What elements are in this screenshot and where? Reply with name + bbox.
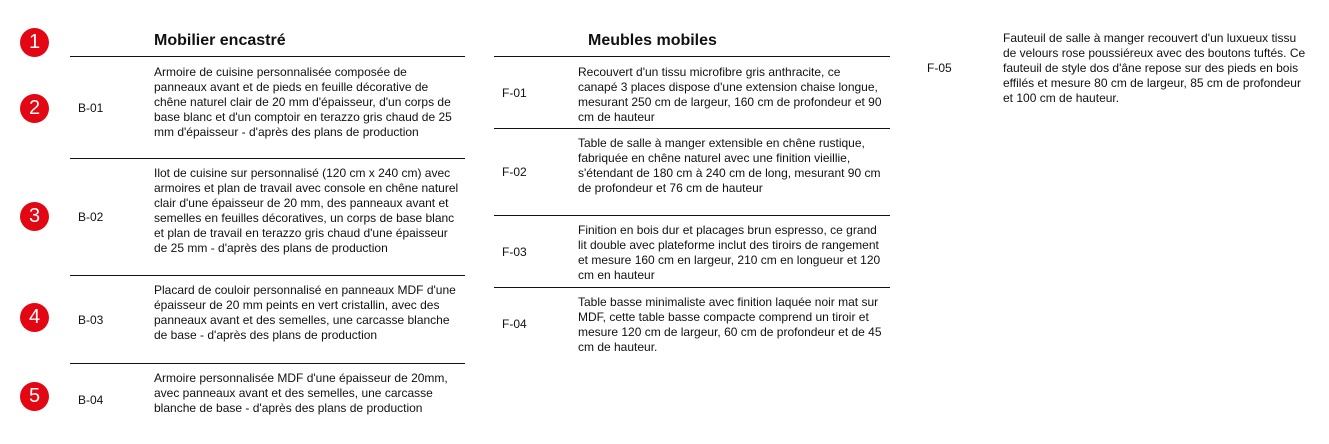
- row-code-b02: B-02: [78, 210, 104, 224]
- step-badge-3: 3: [20, 202, 49, 231]
- row-code-f02: F-02: [502, 165, 527, 179]
- row-desc-f02: Table de salle à manger extensible en chêne rustique, fabriquée en chêne naturel avec une finition vieillie, s'étendant de 180 cm à 240 cm de long, mesurant 90 cm de profondeur et 76 cm de hauteur: [578, 136, 881, 195]
- row-code-b03: B-03: [78, 313, 104, 327]
- row-code-b04: B-04: [78, 393, 104, 407]
- row-desc-b02: Ilot de cuisine sur personnalisé (120 cm x 240 cm) avec armoires et plan de travail avec console en chêne naturel clair d'une épaisseur de 20 mm, des panneaux avant et semelles en feuilles décoratives, un corps de base blanc et plan de travail en terazzo gris chaud d'une épaisseur de 25 mm - d'après des plans de production: [154, 166, 459, 255]
- row-desc-b04: Armoire personnalisée MDF d'une épaisseur de 20mm, avec panneaux avant et des semelles, une carcasse blanche de base - d'après des plans de production: [154, 371, 448, 415]
- row-divider: [70, 275, 465, 276]
- built-in-title: Mobilier encastré: [154, 32, 286, 49]
- row-divider: [70, 158, 465, 159]
- row-code-f01: F-01: [502, 86, 527, 100]
- row-code-b01: B-01: [78, 101, 104, 115]
- row-code-f03: F-03: [502, 245, 527, 259]
- row-desc-f05: Fauteuil de salle à manger recouvert d'un luxueux tissu de velours rose poussiéreux avec des boutons tuftés. Ce fauteuil de style dos d'âne repose sur des pieds en bois effilés et mesure 80 cm de largeur, 85 cm de profondeur et 100 cm de hauteur.: [1003, 31, 1306, 105]
- row-desc-f04: Table basse minimaliste avec finition laquée noir mat sur MDF, cette table basse compacte comprend un tiroir et mesure 120 cm de largeur, 60 cm de profondeur et de 45 cm de hauteur.: [578, 295, 882, 354]
- row-divider: [494, 215, 890, 216]
- step-badge-2: 2: [20, 94, 49, 123]
- row-divider: [494, 287, 890, 288]
- row-desc-b03: Placard de couloir personnalisé en panneaux MDF d'une épaisseur de 20 mm peints en vert cristallin, avec des panneaux avant et des semelles, une carcasse blanche de base - d'après des plans de production: [154, 283, 456, 342]
- step-badge-1: 1: [20, 28, 49, 57]
- row-code-f04: F-04: [502, 317, 527, 331]
- row-desc-f03: Finition en bois dur et placages brun espresso, ce grand lit double avec plateforme inclut des tiroirs de rangement et mesure 160 cm en largeur, 210 cm en longueur et 120 cm en hauteur: [578, 223, 881, 282]
- step-badge-4: 4: [20, 303, 49, 332]
- row-code-f05: F-05: [927, 61, 952, 75]
- row-desc-f01: Recouvert d'un tissu microfibre gris anthracite, ce canapé 3 places dispose d'une extension chaise longue, mesurant 250 cm de largeur, 160 cm de profondeur et 90 cm de hauteur: [578, 65, 882, 124]
- mobile-header-rule: [494, 56, 890, 57]
- built-in-header-rule: [70, 56, 465, 57]
- row-desc-b01: Armoire de cuisine personnalisée composée de panneaux avant et de pieds en feuille décorative de chêne naturel clair de 20 mm d'épaisseur, d'un corps de base blanc et d'un comptoir en terazzo gris chaud de 25 mm d'épaisseur - d'après des plans de production: [154, 65, 452, 139]
- row-divider: [494, 128, 890, 129]
- mobile-title: Meubles mobiles: [588, 32, 717, 49]
- step-badge-5: 5: [20, 382, 49, 411]
- row-divider: [70, 363, 465, 364]
